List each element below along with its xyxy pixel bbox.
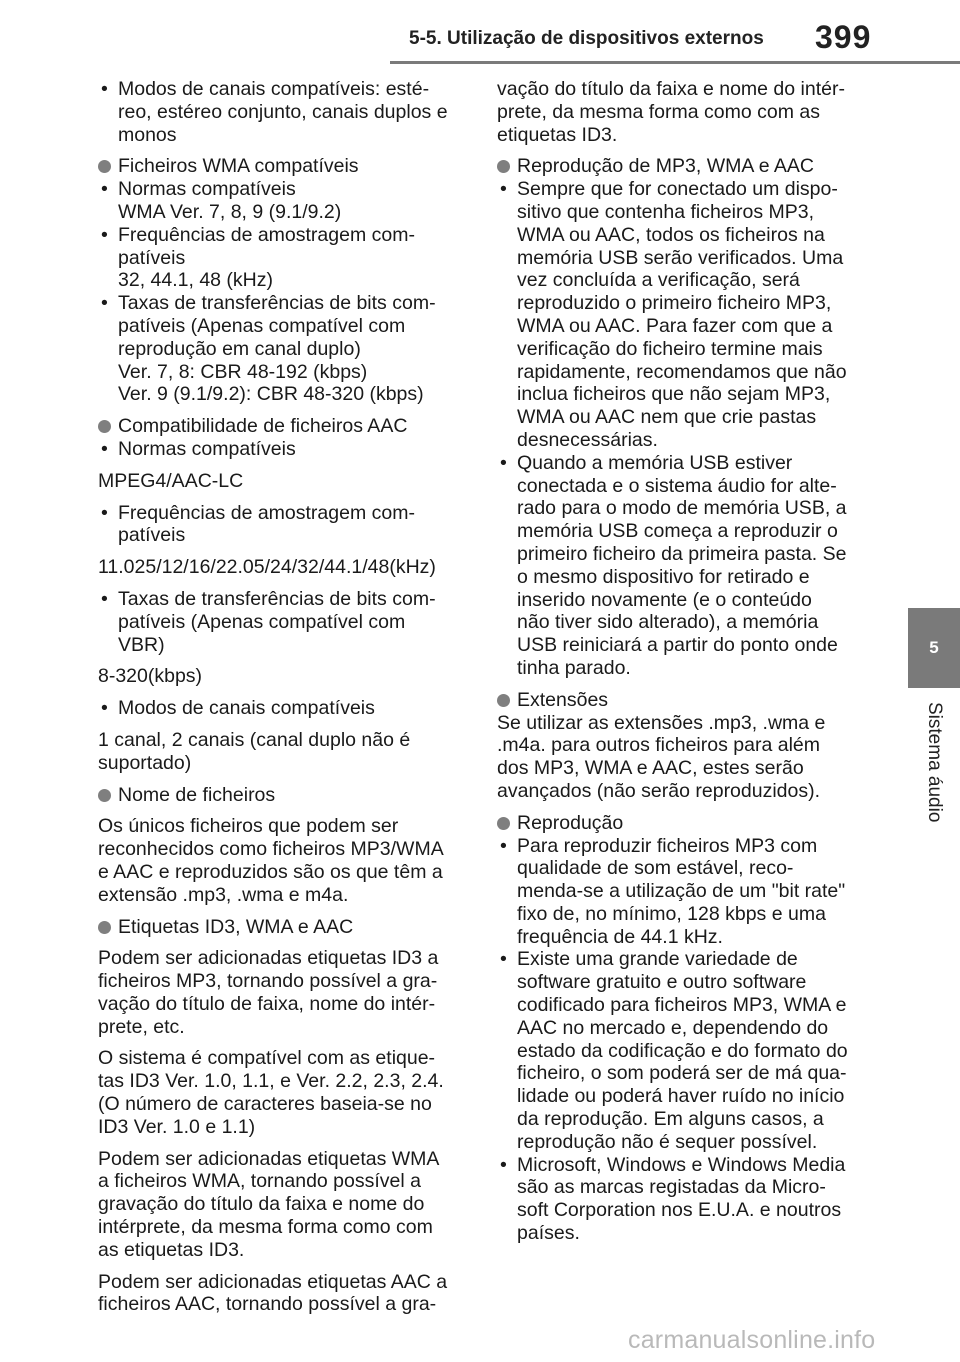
watermark: carmanualsonline.info bbox=[628, 1326, 876, 1354]
section-heading: Nome de ficheiros bbox=[98, 784, 463, 807]
section-heading: Compatibilidade de ficheiros AAC bbox=[98, 415, 463, 438]
paragraph: O sistema é compatível com as etique- tas ID3 Ver. 1.0, 1.1, e Ver. 2.2, 2.3, 2.4. (O número de caracteres baseia-se no ID3 Ver. 1.0 e 1.1) bbox=[98, 1047, 444, 1138]
section-heading: Reprodução bbox=[497, 812, 865, 835]
paragraph: MPEG4/AAC-LC bbox=[98, 469, 244, 492]
list-item: • Para reproduzir ficheiros MP3 com qualidade de som estável, reco- menda-se a utilização de um "bit rate" fixo de, no mínimo, 128 kbps e uma frequência de 44.1 kHz. bbox=[500, 834, 846, 948]
circle-bullet-icon bbox=[98, 921, 111, 934]
bullet-mark: • bbox=[500, 948, 507, 971]
paragraph: 8-320(kbps) bbox=[98, 665, 203, 688]
bullet-mark: • bbox=[500, 834, 507, 857]
section-title: 5-5. Utilização de dispositivos externos bbox=[409, 28, 764, 49]
bullet-mark: • bbox=[101, 501, 108, 524]
paragraph: vação do título da faixa e nome do intér- prete, da mesma forma como com as etiquetas ID3. bbox=[497, 78, 845, 146]
circle-bullet-icon bbox=[497, 160, 510, 173]
list-item: • Microsoft, Windows e Windows Media são as marcas registadas da Micro- soft Corporation nos E.U.A. e noutros países. bbox=[500, 1153, 846, 1245]
list-item: • Normas compatíveis WMA Ver. 7, 8, 9 (9.1/9.2) bbox=[101, 178, 342, 223]
list-item: • Frequências de amostragem com- patíveis bbox=[101, 501, 415, 547]
right-column bbox=[497, 78, 865, 1245]
paragraph: Os únicos ficheiros que podem ser reconhecidos como ficheiros MP3/WMA e AAC e reproduzidos são os que têm a extensão .mp3, .wma e m4a. bbox=[98, 815, 444, 906]
bullet-mark: • bbox=[500, 178, 507, 201]
bullet-mark: • bbox=[101, 587, 108, 610]
bullet-mark: • bbox=[500, 1153, 507, 1176]
list-item: • Existe uma grande variedade de software gratuito e outro software codificado para ficheiros MP3, WMA e AAC no mercado e, dependendo do estado da codificação e do formato do ficheiro, o som poderá ser de má qua- lidade ou poderá haver ruído no início da reprodução. Em alguns casos, a reprodução não é sequer possível. bbox=[500, 948, 848, 1153]
list-item: • Modos de canais compatíveis bbox=[101, 697, 375, 720]
paragraph: Podem ser adicionadas etiquetas WMA a ficheiros WMA, tornando possível a gravação do título da faixa e nome do intérprete, da mesma forma como com as etiquetas ID3. bbox=[98, 1147, 440, 1261]
header-rule bbox=[390, 61, 960, 64]
page-number: 399 bbox=[815, 19, 872, 55]
list-item: • Quando a memória USB estiver conectada e o sistema áudio for alte- rado para o modo de memória USB, a memória USB começa a reproduzir o primeiro ficheiro da primeira pasta. Se o mesmo dispositivo for retirado e inserido novamente (e o conteúdo não tiver sido alterado), a memória USB reiniciará a partir do ponto onde tinha parado. bbox=[500, 451, 847, 679]
list-item: • Taxas de transferências de bits com- patíveis (Apenas compatível com VBR) bbox=[101, 587, 436, 656]
section-heading: Etiquetas ID3, WMA e AAC bbox=[98, 916, 463, 939]
paragraph: 11.025/12/16/22.05/24/32/44.1/48(kHz) bbox=[98, 556, 436, 579]
paragraph: Podem ser adicionadas etiquetas AAC a ficheiros AAC, tornando possível a gra- bbox=[98, 1270, 448, 1316]
bullet-mark: • bbox=[101, 292, 108, 315]
circle-bullet-icon bbox=[497, 694, 510, 707]
left-column bbox=[98, 78, 463, 1316]
bullet-mark: • bbox=[101, 437, 108, 460]
circle-bullet-icon bbox=[497, 817, 510, 830]
bullet-mark: • bbox=[500, 451, 507, 474]
bullet-mark: • bbox=[101, 697, 108, 720]
chapter-tab-number[interactable]: 5 bbox=[908, 608, 960, 688]
list-item: • Sempre que for conectado um dispo- sitivo que contenha ficheiros MP3, WMA ou AAC, todos os ficheiros na memória USB serão verificados. Uma vez concluída a verificação, será reproduzido o primeiro ficheiro MP3, WMA ou AAC. Para fazer com que a verificação do ficheiro termine mais rapidamente, recomendamos que não inclua ficheiros que não sejam MP3, WMA ou AAC nem que crie pastas desnecessárias. bbox=[500, 178, 847, 451]
circle-bullet-icon bbox=[98, 789, 111, 802]
list-item: • Modos de canais compatíveis: esté- reo, estéreo conjunto, canais duplos e monos bbox=[101, 78, 448, 146]
section-heading: Reprodução de MP3, WMA e AAC bbox=[497, 155, 865, 178]
bullet-mark: • bbox=[101, 178, 108, 201]
paragraph: Se utilizar as extensões .mp3, .wma e .m4a. para outros ficheiros para além dos MP3, WMA e AAC, estes serão avançados (não serão reproduzidos). bbox=[497, 711, 826, 802]
bullet-mark: • bbox=[101, 78, 108, 100]
list-item: • Normas compatíveis bbox=[101, 437, 296, 460]
bullet-mark: • bbox=[101, 223, 108, 246]
circle-bullet-icon bbox=[98, 420, 111, 433]
section-heading: Extensões bbox=[497, 689, 865, 712]
paragraph: 1 canal, 2 canais (canal duplo não é suportado) bbox=[98, 728, 411, 774]
chapter-tab-label: Sistema áudio bbox=[924, 702, 945, 823]
circle-bullet-icon bbox=[98, 160, 111, 173]
list-item: • Taxas de transferências de bits com- patíveis (Apenas compatível com reprodução em canal duplo) Ver. 7, 8: CBR 48-192 (kbps) Ver. 9 (9.1/9.2): CBR 48-320 (kbps) bbox=[101, 292, 436, 406]
section-heading: Ficheiros WMA compatíveis bbox=[98, 155, 463, 178]
list-item: • Frequências de amostragem com- patíveis 32, 44.1, 48 (kHz) bbox=[101, 223, 415, 292]
paragraph: Podem ser adicionadas etiquetas ID3 a ficheiros MP3, tornando possível a gra- vação do título de faixa, nome do intér- prete, etc. bbox=[98, 947, 439, 1038]
